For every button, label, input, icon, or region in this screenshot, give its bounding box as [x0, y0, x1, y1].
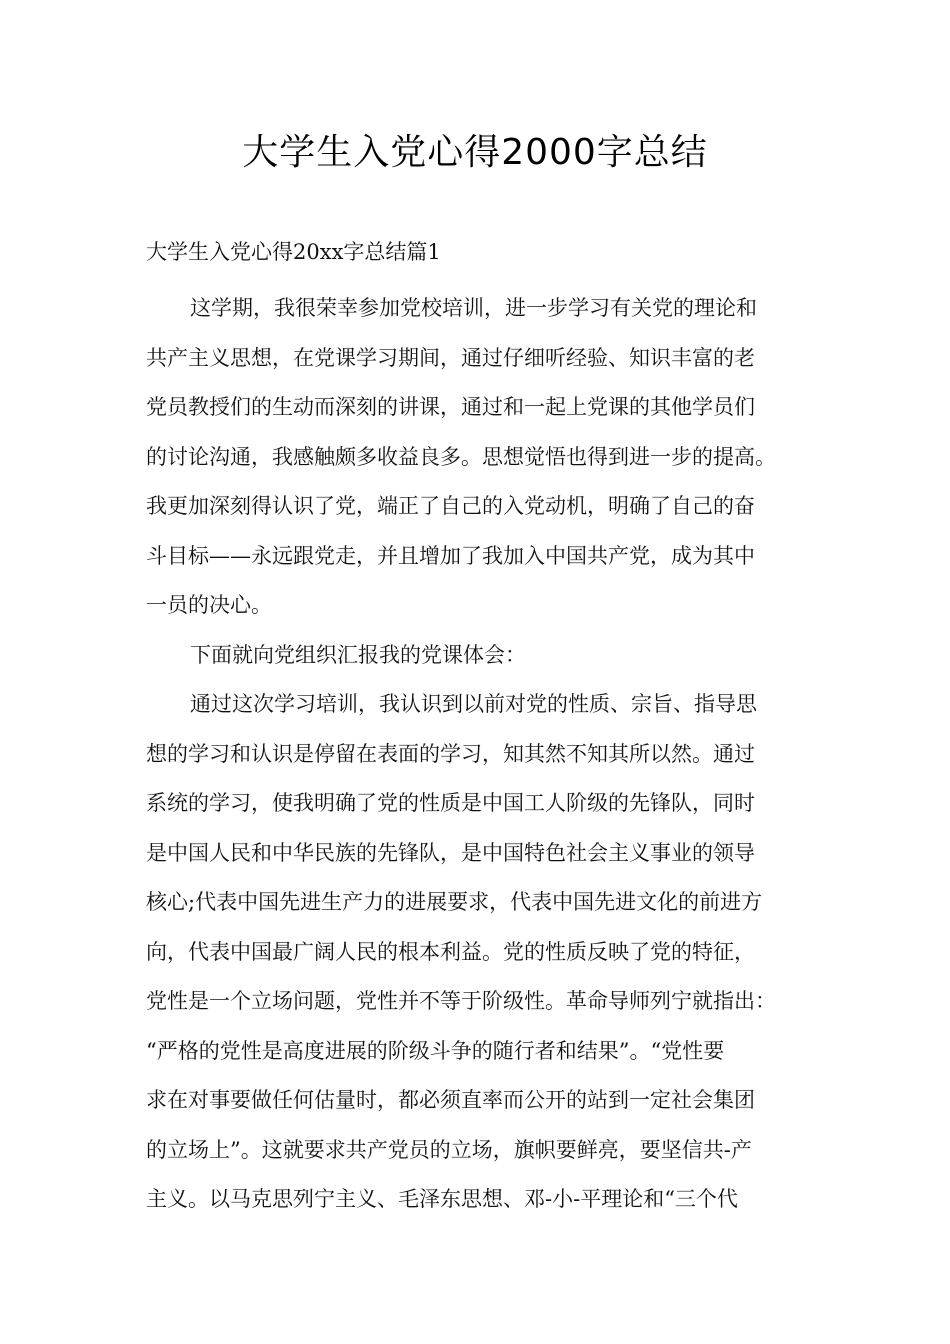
document-body — [146, 284, 826, 1225]
text-line: 通过这次学习培训，我认识到以前对党的性质、宗旨、指导思 — [190, 692, 757, 716]
text-line: 党性是一个立场问题，党性并不等于阶级性。革命导师列宁就指出： — [146, 989, 776, 1013]
text-line: 向，代表中国最广阔人民的根本利益。党的性质反映了党的特征， — [146, 939, 755, 964]
text-line: 斗目标——永远跟党走，并且增加了我加入中国共产党，成为其中 — [146, 543, 755, 568]
text-line: 下面就向党组织汇报我的党课体会： — [190, 642, 526, 667]
text-line: 共产主义思想，在党课学习期间，通过仔细听经验、知识丰富的老 — [146, 345, 755, 370]
text-line: 是中国人民和中华民族的先锋队，是中国特色社会主义事业的领导 — [146, 840, 755, 865]
text-line: 一员的决心。 — [146, 593, 272, 617]
text-line: 系统的学习，使我明确了党的性质是中国工人阶级的先锋队，同时 — [146, 791, 755, 815]
text-line: 党员教授们的生动而深刻的讲课，通过和一起上党课的其他学员们 — [146, 395, 755, 419]
text-line: 主义。以马克思列宁主义、毛泽东思想、邓-小-平理论和“三个代 — [146, 1187, 738, 1211]
text-line: 想的学习和认识是停留在表面的学习，知其然不知其所以然。通过 — [146, 741, 755, 766]
text-line: “严格的党性是高度进展的阶级斗争的随行者和结果”。“党性要 — [146, 1038, 725, 1063]
document-title: 大学生入党心得2000字总结 — [242, 132, 708, 173]
text-line: 求在对事要做任何估量时，都必须直率而公开的站到一定社会集团 — [146, 1088, 755, 1112]
text-line: 的讨论沟通，我感触颇多收益良多。思想觉悟也得到进一步的提高。 — [146, 444, 776, 469]
text-line: 的立场上”。这就要求共产党员的立场，旗帜要鲜亮，要坚信共-产 — [146, 1137, 752, 1162]
text-line: 核心;代表中国先进生产力的进展要求，代表中国先进文化的前进方 — [146, 890, 763, 914]
text-line: 我更加深刻得认识了党，端正了自己的入党动机，明确了自己的奋 — [146, 494, 755, 518]
section-heading: 大学生入党心得20xx字总结篇1 — [146, 240, 441, 264]
text-line: 这学期，我很荣幸参加党校培训，进一步学习有关党的理论和 — [190, 296, 757, 320]
